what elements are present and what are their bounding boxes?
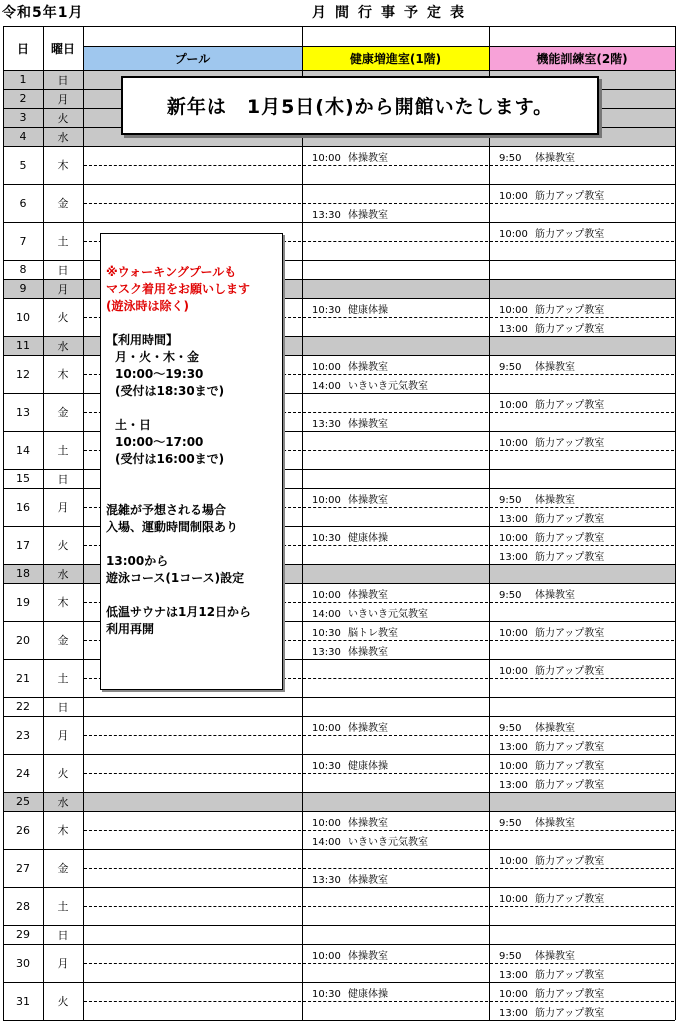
row-divider <box>303 963 488 964</box>
row-line <box>3 222 675 223</box>
event-time: 14:00 <box>312 837 341 848</box>
training-event <box>499 890 604 905</box>
column-line <box>3 26 4 1020</box>
day-number: 5 <box>19 158 27 172</box>
training-room-header: 機能訓練室(2階) <box>489 46 675 70</box>
event-time: 13:00 <box>499 970 528 981</box>
day-number: 8 <box>19 263 27 276</box>
event-time: 10:00 <box>312 818 341 829</box>
event-time: 10:30 <box>312 989 341 1000</box>
event-time: 13:30 <box>312 647 341 658</box>
event-name: 健康体操 <box>348 989 388 1000</box>
health-room-header: 健康増進室(1階) <box>302 46 489 70</box>
event-name: 体操教室 <box>348 951 388 962</box>
weekday-label: 木 <box>57 596 69 609</box>
row-divider <box>84 1001 301 1002</box>
row-divider <box>303 640 488 641</box>
event-time: 10:00 <box>499 533 528 544</box>
event-name: 体操教室 <box>535 362 575 373</box>
row-divider <box>84 868 301 869</box>
event-name: 体操教室 <box>348 875 388 886</box>
event-name: 体操教室 <box>348 723 388 734</box>
health-event <box>312 301 388 316</box>
row-line <box>3 982 675 983</box>
event-time: 10:00 <box>499 761 528 772</box>
weekday-label: 火 <box>57 311 69 324</box>
weekday-label: 木 <box>57 824 69 837</box>
day-number: 14 <box>16 443 30 457</box>
event-time: 10:30 <box>312 761 341 772</box>
event-name: 筋力アップ教室 <box>535 894 605 905</box>
event-name: 筋力アップ教室 <box>535 780 605 791</box>
row-divider <box>84 165 301 166</box>
weekday-label: 月 <box>57 501 69 514</box>
row-divider <box>490 412 674 413</box>
training-event <box>499 738 604 753</box>
weekday-label: 日 <box>57 472 69 486</box>
training-event <box>499 187 604 202</box>
training-event <box>499 719 575 734</box>
row-divider <box>303 545 488 546</box>
training-event <box>499 548 604 563</box>
event-name: いきいき元気教室 <box>348 609 428 620</box>
row-divider <box>490 830 674 831</box>
event-time: 10:00 <box>499 628 528 639</box>
row-divider <box>84 773 301 774</box>
weekday-label: 木 <box>57 159 69 172</box>
row-divider <box>490 963 674 964</box>
weekend-reception: (受付は16:00まで) <box>115 452 225 466</box>
crowd-notice: 混雑が予想される場合 <box>106 503 227 517</box>
event-time: 10:00 <box>312 590 341 601</box>
event-name: 筋力アップ教室 <box>535 533 605 544</box>
weekday-label: 土 <box>57 444 69 457</box>
weekday-label: 金 <box>57 862 69 875</box>
column-line <box>43 26 44 1020</box>
health-event <box>312 605 428 620</box>
event-time: 10:00 <box>312 153 341 164</box>
weekday-reception: (受付は18:30まで) <box>115 384 225 398</box>
event-time: 9:50 <box>499 951 522 962</box>
event-time: 13:00 <box>499 514 528 525</box>
row-line <box>3 146 675 147</box>
row-divider <box>490 868 674 869</box>
weekend-hours: 10:00～17:00 <box>115 435 204 449</box>
weekday-label: 金 <box>57 406 69 419</box>
row-divider <box>490 640 674 641</box>
event-name: 体操教室 <box>348 495 388 506</box>
weekday-label: 金 <box>57 197 69 210</box>
event-time: 14:00 <box>312 609 341 620</box>
health-event <box>312 624 398 639</box>
day-number: 27 <box>16 861 30 875</box>
event-name: 筋力アップ教室 <box>535 552 605 563</box>
event-name: 筋力アップ教室 <box>535 438 605 449</box>
event-time: 9:50 <box>499 818 522 829</box>
row-divider <box>303 678 488 679</box>
event-name: 体操教室 <box>348 818 388 829</box>
hours-title: 【利用時間】 <box>106 333 179 347</box>
event-name: 筋力アップ教室 <box>535 628 605 639</box>
row-divider <box>490 1001 674 1002</box>
health-event <box>312 643 388 658</box>
event-time: 13:00 <box>499 780 528 791</box>
row-line <box>3 925 675 926</box>
day-number: 11 <box>16 339 30 352</box>
event-name: 体操教室 <box>348 419 388 430</box>
day-number: 26 <box>16 823 30 837</box>
event-time: 10:00 <box>312 951 341 962</box>
training-event <box>499 491 575 506</box>
event-time: 13:00 <box>499 1008 528 1019</box>
weekday-label: 月 <box>57 92 69 106</box>
event-name: 筋力アップ教室 <box>535 514 605 525</box>
event-time: 9:50 <box>499 723 522 734</box>
column-line <box>489 26 490 1020</box>
row-line <box>3 792 675 793</box>
day-number: 2 <box>19 92 27 105</box>
training-event <box>499 529 604 544</box>
row-divider <box>303 735 488 736</box>
event-time: 13:00 <box>499 552 528 563</box>
health-event <box>312 415 388 430</box>
row-divider <box>303 602 488 603</box>
event-time: 13:00 <box>499 742 528 753</box>
closed-row-shading <box>3 792 675 811</box>
event-name: 筋力アップ教室 <box>535 400 605 411</box>
event-time: 9:50 <box>499 590 522 601</box>
mask-notice-line: マスク着用をお願いします <box>106 282 251 296</box>
weekday-label: 日 <box>57 928 69 942</box>
event-time: 10:00 <box>312 362 341 373</box>
mask-notice-line: (遊泳時は除く) <box>106 299 189 313</box>
row-divider <box>490 906 674 907</box>
event-time: 10:00 <box>499 666 528 677</box>
day-number: 12 <box>16 367 30 381</box>
weekday-days: 月・火・木・金 <box>115 350 200 364</box>
row-divider <box>303 412 488 413</box>
event-name: 筋力アップ教室 <box>535 1008 605 1019</box>
day-number: 13 <box>16 405 30 419</box>
event-time: 10:00 <box>499 894 528 905</box>
event-name: 筋力アップ教室 <box>535 970 605 981</box>
training-event <box>499 947 575 962</box>
row-divider <box>303 203 488 204</box>
event-name: 体操教室 <box>535 590 575 601</box>
row-divider <box>490 374 674 375</box>
event-time: 9:50 <box>499 153 522 164</box>
event-name: いきいき元気教室 <box>348 381 428 392</box>
row-line <box>3 944 675 945</box>
event-name: 体操教室 <box>535 723 575 734</box>
health-event <box>312 947 388 962</box>
crowd-notice: 入場、運動時間制限あり <box>106 520 239 534</box>
weekday-label: 火 <box>57 111 69 125</box>
day-number: 29 <box>16 928 30 941</box>
event-time: 10:00 <box>312 723 341 734</box>
training-event <box>499 624 604 639</box>
training-event <box>499 301 604 316</box>
event-name: 体操教室 <box>535 153 575 164</box>
row-divider <box>84 963 301 964</box>
row-line <box>3 697 675 698</box>
row-line <box>3 849 675 850</box>
event-name: 体操教室 <box>348 590 388 601</box>
health-event <box>312 529 388 544</box>
row-line <box>3 1020 675 1021</box>
day-number: 28 <box>16 899 30 913</box>
event-time: 10:30 <box>312 533 341 544</box>
event-name: 体操教室 <box>348 153 388 164</box>
event-time: 10:00 <box>499 191 528 202</box>
day-number: 15 <box>16 472 30 485</box>
day-number: 10 <box>16 310 30 324</box>
row-divider <box>303 374 488 375</box>
health-event <box>312 985 388 1000</box>
row-divider <box>490 241 674 242</box>
weekday-label: 土 <box>57 672 69 685</box>
weekday-label: 水 <box>57 795 69 809</box>
event-time: 10:30 <box>312 305 341 316</box>
training-event <box>499 510 604 525</box>
day-number: 9 <box>19 282 27 295</box>
weekday-hours: 10:00～19:30 <box>115 367 204 381</box>
health-event <box>312 358 388 373</box>
row-divider <box>490 545 674 546</box>
row-divider <box>490 317 674 318</box>
day-number: 31 <box>16 994 30 1008</box>
event-time: 9:50 <box>499 362 522 373</box>
pool-notice-box <box>100 233 283 690</box>
health-event <box>312 377 428 392</box>
event-time: 13:00 <box>499 324 528 335</box>
row-divider <box>490 165 674 166</box>
event-time: 13:30 <box>312 419 341 430</box>
day-number: 6 <box>19 196 27 210</box>
column-line <box>302 26 303 1020</box>
health-event <box>312 833 428 848</box>
event-time: 10:00 <box>499 856 528 867</box>
lane-notice: 13:00から <box>106 554 169 568</box>
row-divider <box>84 906 301 907</box>
event-name: 体操教室 <box>535 951 575 962</box>
event-name: 健康体操 <box>348 761 388 772</box>
day-number: 30 <box>16 956 30 970</box>
row-line <box>3 887 675 888</box>
sauna-notice: 低温サウナは1月12日から <box>106 605 252 619</box>
event-time: 10:00 <box>499 305 528 316</box>
lane-notice: 遊泳コース(1コース)設定 <box>106 571 245 585</box>
weekday-label: 月 <box>57 957 69 970</box>
event-time: 10:00 <box>499 438 528 449</box>
day-number: 3 <box>19 111 27 124</box>
training-event <box>499 776 604 791</box>
event-name: 筋力アップ教室 <box>535 191 605 202</box>
training-event <box>499 757 604 772</box>
event-name: いきいき元気教室 <box>348 837 428 848</box>
event-name: 体操教室 <box>348 362 388 373</box>
table-border-top <box>3 26 675 27</box>
training-event <box>499 662 604 677</box>
event-name: 体操教室 <box>535 495 575 506</box>
day-number: 23 <box>16 728 30 742</box>
row-divider <box>303 317 488 318</box>
row-divider <box>303 165 488 166</box>
row-divider <box>490 507 674 508</box>
health-event <box>312 206 388 221</box>
training-event <box>499 966 604 981</box>
health-event <box>312 814 388 829</box>
pool-column-header: プール <box>83 46 302 70</box>
health-event <box>312 149 388 164</box>
training-event <box>499 1004 604 1019</box>
weekday-column-header: 曜日 <box>50 41 75 56</box>
weekday-label: 火 <box>57 539 69 552</box>
health-event <box>312 719 388 734</box>
mask-notice-line: ※ウォーキングプールも <box>106 265 237 279</box>
weekday-label: 金 <box>57 634 69 647</box>
weekday-label: 日 <box>57 700 69 714</box>
event-time: 10:00 <box>499 400 528 411</box>
day-number: 16 <box>16 500 30 514</box>
event-name: 筋力アップ教室 <box>535 856 605 867</box>
event-time: 10:30 <box>312 628 341 639</box>
row-divider <box>490 203 674 204</box>
training-event <box>499 225 604 240</box>
column-line <box>83 26 84 1020</box>
weekday-label: 水 <box>57 130 69 144</box>
row-line <box>3 754 675 755</box>
column-line <box>675 26 676 1020</box>
row-line <box>3 716 675 717</box>
weekday-label: 月 <box>57 282 69 296</box>
sub-header-line <box>83 46 675 47</box>
health-event <box>312 871 388 886</box>
event-name: 筋力アップ教室 <box>535 305 605 316</box>
training-event <box>499 434 604 449</box>
row-divider <box>303 507 488 508</box>
day-number: 17 <box>16 538 30 552</box>
event-time: 10:00 <box>312 495 341 506</box>
weekday-label: 水 <box>57 339 69 353</box>
event-name: 筋力アップ教室 <box>535 324 605 335</box>
row-divider <box>84 735 301 736</box>
month-title: 令和5年1月 <box>2 5 84 21</box>
event-time: 10:00 <box>499 989 528 1000</box>
row-divider <box>84 830 301 831</box>
day-number: 24 <box>16 766 30 780</box>
opening-banner: 新年は 1月5日(木)から開館いたします。 <box>121 76 599 135</box>
day-number: 7 <box>19 234 27 248</box>
weekday-label: 日 <box>57 73 69 87</box>
day-number: 4 <box>19 130 27 143</box>
row-divider <box>490 678 674 679</box>
weekday-label: 木 <box>57 368 69 381</box>
row-divider <box>84 203 301 204</box>
weekday-label: 水 <box>57 567 69 581</box>
event-time: 9:50 <box>499 495 522 506</box>
training-event <box>499 149 575 164</box>
training-event <box>499 814 575 829</box>
weekday-label: 火 <box>57 767 69 780</box>
row-divider <box>303 830 488 831</box>
row-divider <box>303 450 488 451</box>
day-number: 21 <box>16 671 30 685</box>
training-event <box>499 396 604 411</box>
row-divider <box>303 241 488 242</box>
weekday-label: 土 <box>57 900 69 913</box>
row-line <box>3 184 675 185</box>
day-column-header: 日 <box>16 41 29 56</box>
row-divider <box>303 773 488 774</box>
health-event <box>312 586 388 601</box>
weekday-label: 土 <box>57 235 69 248</box>
day-number: 18 <box>16 567 30 580</box>
day-number: 1 <box>19 73 27 86</box>
row-divider <box>490 735 674 736</box>
event-name: 体操教室 <box>348 210 388 221</box>
event-time: 10:00 <box>499 229 528 240</box>
event-name: 体操教室 <box>348 647 388 658</box>
event-name: 健康体操 <box>348 533 388 544</box>
row-divider <box>303 906 488 907</box>
day-number: 20 <box>16 633 30 647</box>
row-divider <box>490 450 674 451</box>
weekday-label: 月 <box>57 729 69 742</box>
event-name: 筋力アップ教室 <box>535 761 605 772</box>
training-event <box>499 320 604 335</box>
training-event <box>499 985 604 1000</box>
event-name: 筋力アップ教室 <box>535 666 605 677</box>
health-event <box>312 757 388 772</box>
day-number: 25 <box>16 795 30 808</box>
training-event <box>499 358 575 373</box>
row-line <box>3 70 675 71</box>
row-divider <box>303 1001 488 1002</box>
row-divider <box>303 868 488 869</box>
event-time: 13:30 <box>312 875 341 886</box>
event-name: 脳トレ教室 <box>348 628 398 639</box>
row-line <box>3 811 675 812</box>
event-time: 13:30 <box>312 210 341 221</box>
event-name: 筋力アップ教室 <box>535 229 605 240</box>
training-event <box>499 852 604 867</box>
event-name: 筋力アップ教室 <box>535 989 605 1000</box>
row-divider <box>490 602 674 603</box>
weekday-label: 火 <box>57 995 69 1008</box>
health-event <box>312 491 388 506</box>
day-number: 22 <box>16 700 30 713</box>
sauna-notice: 利用再開 <box>106 622 155 636</box>
event-name: 健康体操 <box>348 305 388 316</box>
day-number: 19 <box>16 595 30 609</box>
event-name: 体操教室 <box>535 818 575 829</box>
weekday-label: 日 <box>57 263 69 277</box>
event-name: 筋力アップ教室 <box>535 742 605 753</box>
table-title: 月間行事予定表 <box>312 5 473 21</box>
row-divider <box>490 773 674 774</box>
training-event <box>499 586 575 601</box>
event-time: 14:00 <box>312 381 341 392</box>
weekend-days: 土・日 <box>115 418 152 432</box>
